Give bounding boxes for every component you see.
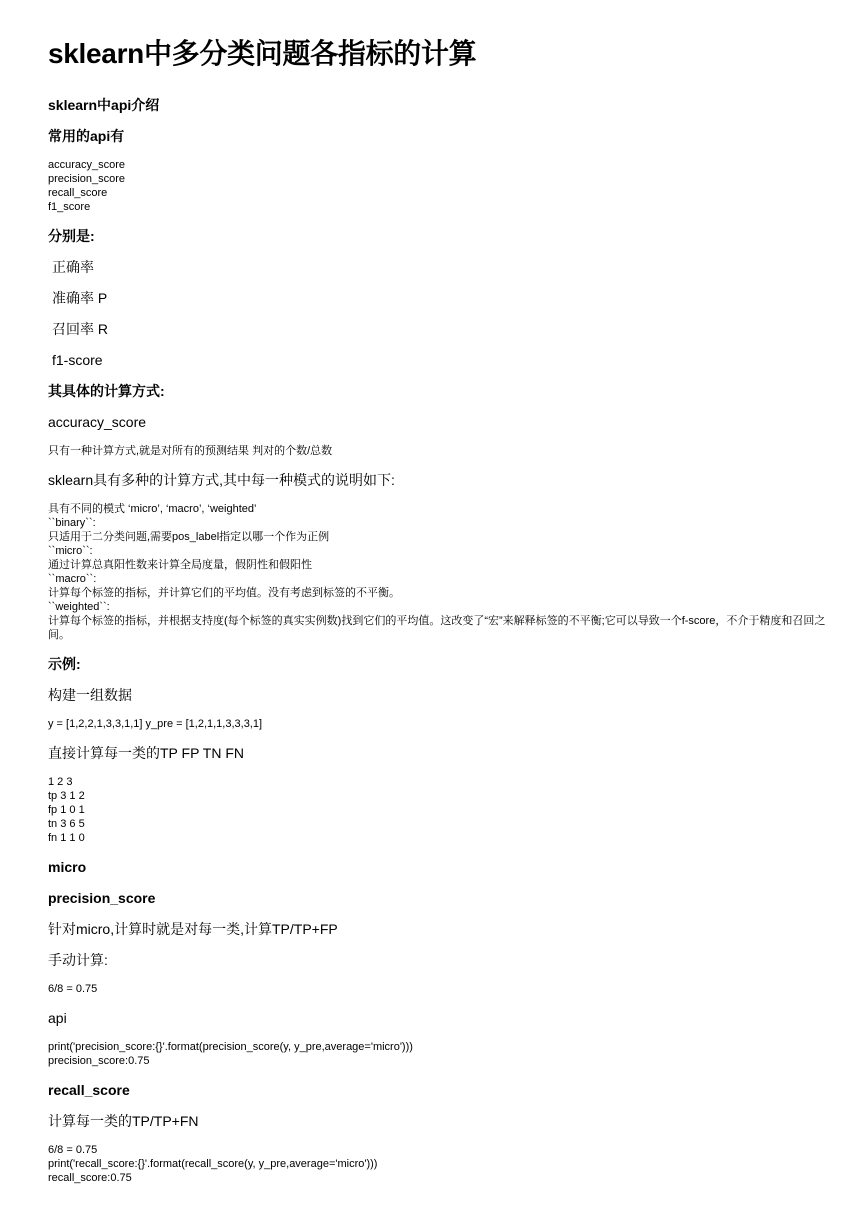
- api-item: recall_score: [48, 187, 108, 199]
- metric-name: 正确率: [52, 259, 94, 275]
- mode-line: 通过计算总真阳性数来计算全局度量，假阴性和假阳性: [48, 559, 312, 571]
- table-row: 1 2 3: [48, 776, 73, 788]
- heading-respectively: 分别是:: [48, 228, 95, 244]
- precision-desc: 针对micro,计算时就是对每一类,计算TP/TP+FP: [48, 921, 338, 937]
- modes-description: [48, 502, 828, 642]
- table-row: tn 3 6 5: [48, 818, 85, 830]
- direct-calc-heading: 直接计算每一类的TP FP TN FN: [48, 745, 245, 761]
- document-page: [48, 34, 828, 1185]
- modes-heading: sklearn具有多种的计算方式,其中每一种模式的说明如下:: [48, 472, 395, 488]
- accuracy-desc: 只有一种计算方式,就是对所有的预测结果 判对的个数/总数: [48, 445, 333, 457]
- micro-heading: micro: [48, 859, 87, 875]
- code-line: precision_score:0.75: [48, 1055, 150, 1067]
- code-line: print('precision_score:{}'.format(precision_score(y, y_pre,average='micro'))): [48, 1041, 413, 1053]
- heading-example: 示例:: [48, 656, 81, 672]
- accuracy-heading: accuracy_score: [48, 414, 147, 430]
- precision-manual: 6/8 = 0.75: [48, 983, 98, 995]
- api-label: api: [48, 1010, 67, 1026]
- api-item: f1_score: [48, 201, 91, 213]
- recall-heading: recall_score: [48, 1082, 130, 1098]
- build-data-heading: 构建一组数据: [48, 687, 132, 703]
- precision-heading: precision_score: [48, 890, 156, 906]
- metric-name: 召回率 R: [52, 321, 108, 337]
- heading-common-api: 常用的api有: [48, 128, 125, 144]
- mode-line: ``binary``:: [48, 517, 96, 529]
- api-item: precision_score: [48, 173, 126, 185]
- metric-name: f1-score: [52, 352, 103, 368]
- table-row: fp 1 0 1: [48, 804, 85, 816]
- mode-line: ``macro``:: [48, 573, 97, 585]
- mode-line: ``micro``:: [48, 545, 93, 557]
- recall-code: [48, 1143, 828, 1185]
- table-row: fn 1 1 0: [48, 832, 85, 844]
- precision-api-code: [48, 1040, 828, 1068]
- mode-line: 只适用于二分类问题,需要pos_label指定以哪一个作为正例: [48, 531, 330, 543]
- mode-line: ``weighted``:: [48, 601, 110, 613]
- data-line: y = [1,2,2,1,3,3,1,1] y_pre = [1,2,1,1,3,3,3,1]: [48, 718, 263, 730]
- code-line: 6/8 = 0.75: [48, 1144, 98, 1156]
- api-list: [48, 158, 828, 214]
- tp-fp-table: [48, 775, 828, 845]
- mode-line: 具有不同的模式 ‘micro’, ‘macro’, ‘weighted’: [48, 503, 257, 515]
- page-title: sklearn中多分类问题各指标的计算: [48, 38, 477, 69]
- metric-name: 准确率 P: [52, 290, 108, 306]
- manual-calc-label: 手动计算:: [48, 952, 108, 968]
- heading-api-intro: sklearn中api介绍: [48, 97, 160, 113]
- recall-desc: 计算每一类的TP/TP+FN: [48, 1113, 199, 1129]
- mode-line: 计算每个标签的指标，并根据支持度(每个标签的真实实例数)找到它们的平均值。这改变了“宏”来解释标签的不平衡;它可以导致一个f-score，不介于精度和召回之间。: [48, 615, 826, 641]
- code-line: recall_score:0.75: [48, 1172, 132, 1184]
- table-row: tp 3 1 2: [48, 790, 85, 802]
- mode-line: 计算每个标签的指标，并计算它们的平均值。没有考虑到标签的不平衡。: [48, 587, 400, 599]
- heading-calc-method: 其具体的计算方式:: [48, 383, 165, 399]
- code-line: print('recall_score:{}'.format(recall_score(y, y_pre,average='micro'))): [48, 1158, 378, 1170]
- api-item: accuracy_score: [48, 159, 126, 171]
